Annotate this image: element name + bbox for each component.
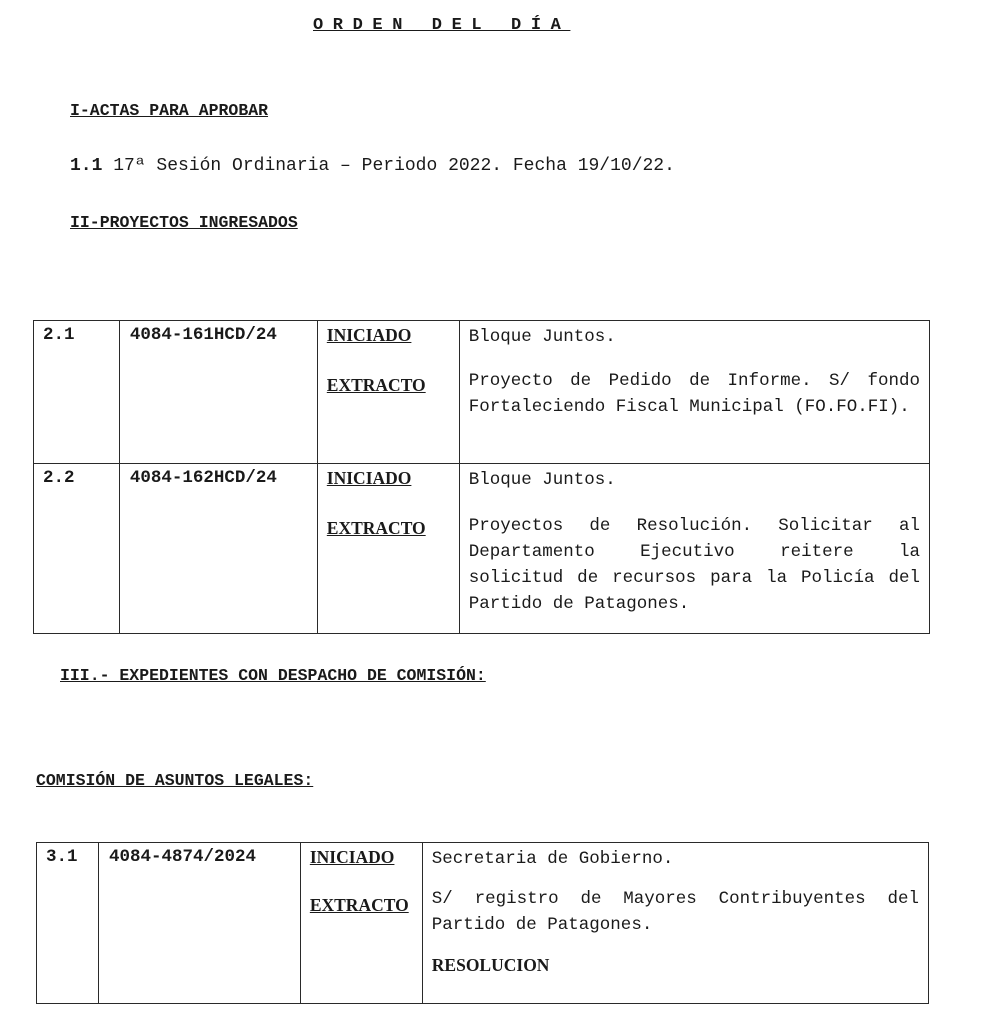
row-labels (317, 464, 459, 634)
acta-item-number: 1.1 (70, 156, 103, 176)
commission-heading: COMISIÓN DE ASUNTOS LEGALES: (36, 771, 314, 790)
table-row (37, 843, 929, 1004)
row-number: 2.2 (34, 464, 120, 634)
row-content (459, 321, 929, 464)
acta-item (70, 156, 675, 176)
section-heading-proyectos: II-PROYECTOS INGRESADOS (70, 213, 298, 232)
iniciado-label: INICIADO (326, 468, 412, 488)
expediente-code: 4084-4874/2024 (98, 843, 300, 1004)
row-number: 3.1 (37, 843, 99, 1004)
expediente-code: 4084-162HCD/24 (119, 464, 317, 634)
extracto-label: EXTRACTO (326, 518, 426, 538)
document-title: ORDEN DEL DÍA (313, 16, 571, 35)
extracto-text: Proyecto de Pedido de Informe. S/ fondo Fortaleciendo Fiscal Municipal (FO.FO.FI). (468, 371, 920, 417)
iniciado-text: Secretaria de Gobierno. (431, 849, 674, 869)
extracto-text: S/ registro de Mayores Contribuyentes del Partido de Patagones. (431, 889, 919, 935)
extracto-text: Proyectos de Resolución. Solicitar al Departamento Ejecutivo reitere la solicitud de recursos para la Policía del Partido de Patagones. (468, 516, 920, 614)
row-number: 2.1 (34, 321, 120, 464)
row-content (422, 843, 928, 1004)
row-labels (300, 843, 422, 1004)
expediente-code: 4084-161HCD/24 (119, 321, 317, 464)
comision-table (36, 842, 929, 1004)
section-heading-expedientes: III.- EXPEDIENTES CON DESPACHO DE COMISIÓN: (60, 666, 486, 685)
extracto-label: EXTRACTO (309, 895, 409, 915)
acta-item-text: 17ª Sesión Ordinaria – Periodo 2022. Fecha 19/10/22. (113, 156, 675, 176)
section-heading-actas: I-ACTAS PARA APROBAR (70, 101, 269, 120)
iniciado-text: Bloque Juntos. (468, 327, 616, 347)
iniciado-text: Bloque Juntos. (468, 470, 616, 490)
table-row (34, 321, 930, 464)
iniciado-label: INICIADO (309, 847, 395, 867)
row-content (459, 464, 929, 634)
extracto-label: EXTRACTO (326, 375, 426, 395)
proyectos-table (33, 320, 930, 634)
row-labels (317, 321, 459, 464)
table-row (34, 464, 930, 634)
iniciado-label: INICIADO (326, 325, 412, 345)
resolution-label: RESOLUCION (431, 955, 550, 975)
